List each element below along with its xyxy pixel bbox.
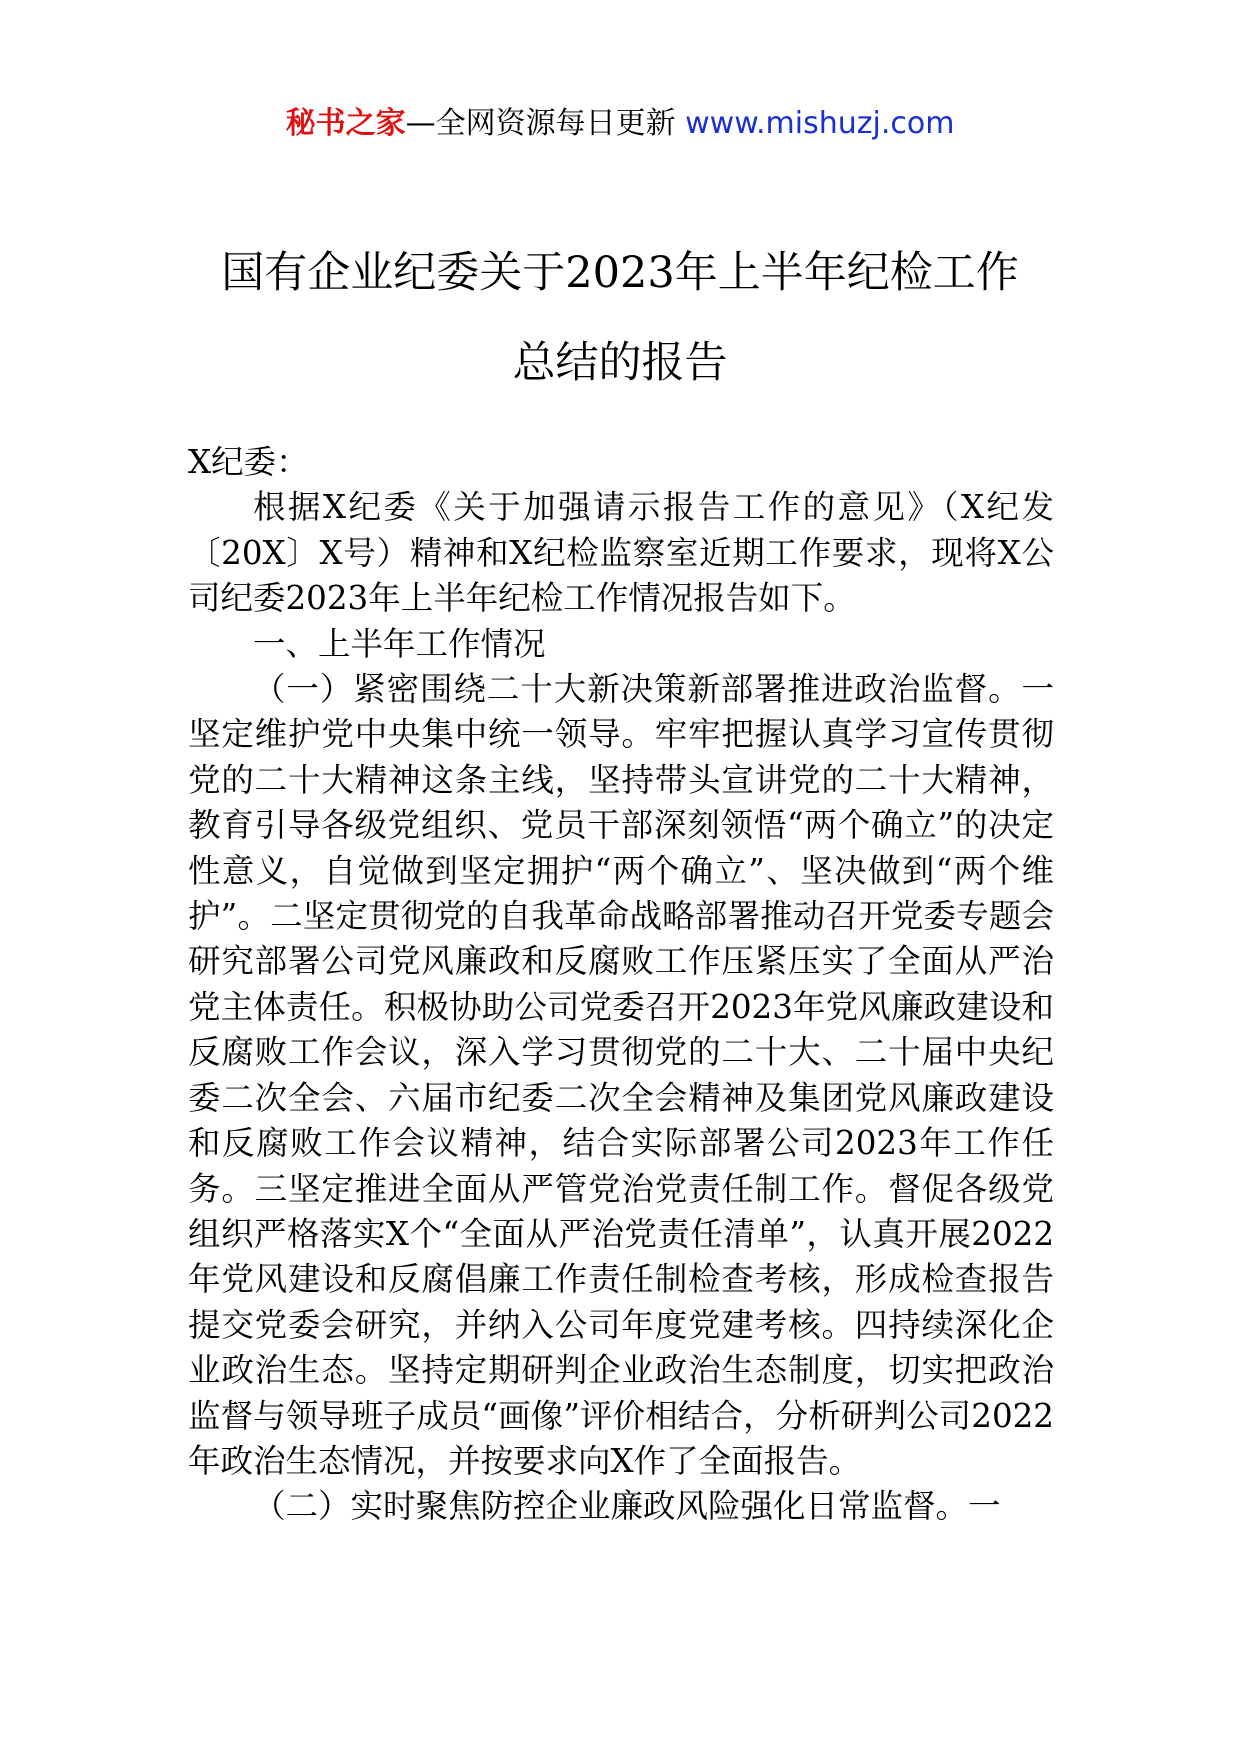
subsection-paragraph-1: （一）紧密围绕二十大新决策新部署推进政治监督。一坚定维护党中央集中统一领导。牢牢把握认真学习宣传贯彻党的二十大精神这条主线，坚持带头宣讲党的二十大精神，教育引导各级党组织、党员干部深刻领悟“两个确立”的决定性意义，自觉做到坚定拥护“两个确立”、坚决做到“两个维护”。二坚定贯彻党的自我革命战略部署推动召开党委专题会研究部署公司党风廉政和反腐败工作压紧压实了全面从严治党主体责任。积极协助公司党委召开2023年党风廉政建设和反腐败工作会议，深入学习贯彻党的二十大、二十届中央纪委二次全会、六届市纪委二次全会精神及集团党风廉政建设和反腐败工作会议精神，结合实际部署公司2023年工作任务。三坚定推进全面从严管党治党责任制工作。督促各级党组织严格落实X个“全面从严治党责任清单”，认真开展2022年党风建设和反腐倡廉工作责任制检查考核，形成检查报告提交党委会研究，并纳入公司年度党建考核。四持续深化企业政治生态。坚持定期研判企业政治生态制度，切实把政治监督与领导班子成员“画像”评价相结合，分析研判公司2022年政治生态情况，并按要求向X作了全面报告。 xyxy=(188,670,1054,1480)
document-title xyxy=(150,228,1090,408)
salutation: X纪委： xyxy=(188,443,309,481)
document-title-line-1: 国有企业纪委关于2023年上半年纪检工作 xyxy=(221,248,1019,298)
intro-paragraph: 根据X纪委《关于加强请示报告工作的意见》（X纪发〔20X〕X号）精神和X纪检监察室近期工作要求，现将X公司纪委2023年上半年纪检工作情况报告如下。 xyxy=(188,488,1054,618)
section-heading: 一、上半年工作情况 xyxy=(253,624,546,663)
site-slogan: —全网资源每日更新 xyxy=(405,106,686,141)
site-brand: 秘书之家 xyxy=(285,106,406,141)
site-url: www.mishuzj.com xyxy=(685,106,955,141)
subsection-paragraph-2: （二）实时聚焦防控企业廉政风险强化日常监督。一 xyxy=(253,1487,1001,1526)
document-body xyxy=(188,440,1054,1530)
document-title-line-2: 总结的报告 xyxy=(512,338,728,388)
site-banner xyxy=(0,100,1240,148)
